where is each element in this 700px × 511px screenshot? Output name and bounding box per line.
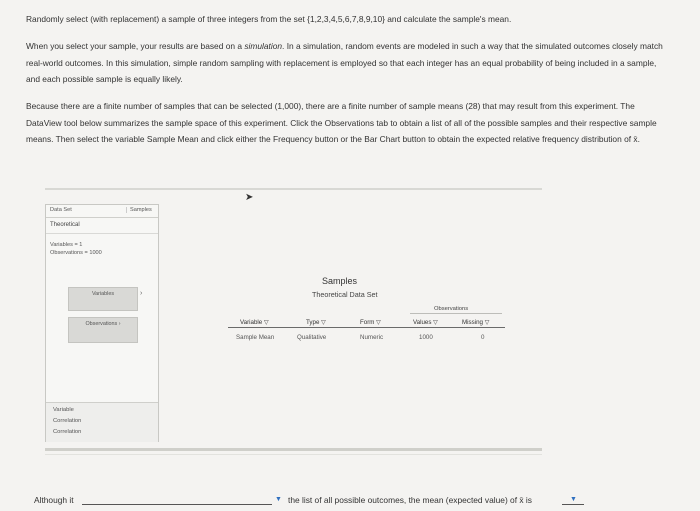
dataview-subtitle: Theoretical Data Set — [312, 290, 378, 299]
list-item-correlation[interactable]: Correlation — [53, 418, 82, 424]
dataview-bottom-divider-2 — [45, 454, 542, 455]
dataview-title: Samples — [322, 276, 358, 286]
list-item-correlation-2[interactable]: Correlation — [53, 429, 82, 435]
panel-divider — [46, 233, 158, 234]
table-header-line — [228, 327, 505, 328]
instruction-paragraph-1: Randomly select (with replacement) a sample of three integers from the set {1,2,3,4,5,6,7,8,9,10} and calculate the sample's mean. — [26, 14, 512, 24]
column-header-variable[interactable]: Variable ▽ — [240, 319, 269, 326]
dataview-bottom-divider — [45, 448, 542, 451]
observations-group-line — [410, 313, 502, 314]
observations-arrow-icon: › — [118, 321, 121, 327]
instruction-paragraph-2: When you select your sample, your results are based on a simulation. In a simulation, random events are modeled in such a way that the simulated outcomes closely match real-world outcomes. In this simulation, simple random sampling with replacement is employed so that each integer has an equal probability of being included in a sample, and each possible sample is equally likely. — [26, 41, 663, 84]
question-middle-text: the list of all possible outcomes, the mean (expected value) of x̄ is — [288, 495, 532, 505]
column-header-form[interactable]: Form ▽ — [360, 319, 381, 326]
observations-count: Observations = 1000 — [50, 250, 102, 256]
variables-count: Variables = 1 — [50, 242, 83, 248]
dataview-left-panel — [45, 204, 159, 442]
cell-variable[interactable]: Sample Mean — [236, 334, 275, 341]
cell-values: 1000 — [419, 334, 433, 341]
question-prefix: Although it — [34, 495, 74, 505]
cell-type: Qualitative — [297, 334, 327, 341]
column-header-missing[interactable]: Missing ▽ — [462, 319, 490, 326]
column-header-type[interactable]: Type ▽ — [306, 319, 326, 326]
observations-button[interactable]: Observations › — [68, 317, 138, 343]
tab-data-set[interactable]: Data Set — [50, 207, 72, 213]
column-header-values[interactable]: Values ▽ — [413, 319, 438, 326]
answer-dropdown-1[interactable] — [82, 504, 272, 505]
list-item-variable[interactable]: Variable — [53, 407, 74, 413]
cell-missing: 0 — [481, 334, 485, 341]
mouse-cursor-icon: ➤ — [245, 192, 254, 203]
dropdown-1-chevron-icon[interactable]: ▼ — [275, 496, 282, 503]
variables-button[interactable]: Variables — [68, 287, 138, 311]
panel-tabs — [46, 205, 158, 218]
dataset-name: Theoretical — [50, 222, 80, 228]
dropdown-2-chevron-icon[interactable]: ▼ — [570, 496, 577, 503]
instruction-paragraph-3: Because there are a finite number of samples that can be selected (1,000), there are a finite number of sample means (28) that may result from this experiment. The DataView tool below summarizes the sample space of this experiment. Click the Observations tab to obtain a list of all of the possible samples and their respective sample means. Then select the variable Sample Mean and click either the Frequency button or the Bar Chart button to obtain the expected relative frequency distribution of x̄. — [26, 101, 657, 144]
variables-arrow-icon: › — [140, 290, 143, 297]
cell-form: Numeric — [360, 334, 384, 341]
tab-samples[interactable]: Samples — [126, 207, 152, 213]
observations-group-header: Observations — [434, 306, 469, 312]
dataview-top-divider — [45, 188, 542, 190]
variable-correlation-list — [46, 402, 158, 442]
answer-dropdown-2[interactable] — [562, 504, 584, 505]
dataset-counts — [50, 241, 102, 257]
simulation-emphasis: simulation — [244, 41, 283, 51]
